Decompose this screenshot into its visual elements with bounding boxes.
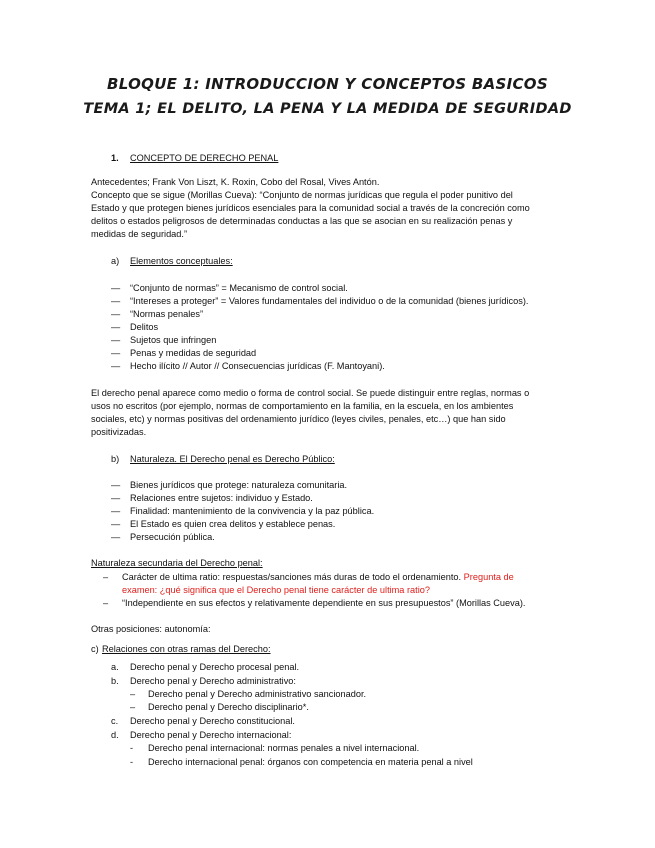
section-heading: CONCEPTO DE DERECHO PENAL bbox=[130, 153, 279, 163]
list-marker: – bbox=[130, 689, 136, 699]
bullet-dash: — bbox=[111, 283, 121, 293]
list-item: Penas y medidas de seguridad bbox=[130, 348, 257, 358]
otras-posiciones: Otras posiciones: autonomía: bbox=[91, 624, 211, 634]
bullet-dash: — bbox=[111, 519, 121, 529]
list-marker: - bbox=[130, 743, 134, 753]
section-number: 1. bbox=[111, 153, 119, 163]
list-item: Derecho penal y Derecho constitucional. bbox=[130, 716, 295, 726]
concepto-line: medidas de seguridad.” bbox=[91, 229, 188, 239]
bullet-dash: — bbox=[111, 348, 121, 358]
list-item: Relaciones entre sujetos: individuo y Estado. bbox=[130, 493, 313, 503]
subsection-heading: Relaciones con otras ramas del Derecho: bbox=[102, 644, 271, 654]
list-item: Derecho penal y Derecho internacional: bbox=[130, 730, 292, 740]
concepto-line: delitos o estados peligrosos de determinadas conductas a las que se asocian en su realización penas y bbox=[91, 216, 513, 226]
list-item: Persecución pública. bbox=[130, 532, 215, 542]
list-item: El Estado es quien crea delitos y establece penas. bbox=[130, 519, 336, 529]
list-item: Derecho penal internacional: normas penales a nivel internacional. bbox=[148, 743, 420, 753]
block-title: BLOQUE 1: INTRODUCCION Y CONCEPTOS BASICOS bbox=[107, 75, 548, 93]
list-marker: – bbox=[130, 702, 136, 712]
bullet-dash: — bbox=[111, 361, 121, 371]
paragraph-line: El derecho penal aparece como medio o forma de control social. Se puede distinguir entre reglas, normas o bbox=[91, 388, 530, 398]
secundaria-heading: Naturaleza secundaria del Derecho penal: bbox=[91, 558, 263, 568]
subsection-letter: a) bbox=[111, 256, 120, 266]
list-item: “Independiente en sus efectos y relativamente dependiente en sus presupuestos” (Morillas Cueva). bbox=[122, 598, 526, 608]
paragraph-line: usos no escritos (por ejemplo, normas de comportamiento en la familia, en la escuela, en los ambientes bbox=[91, 401, 514, 411]
list-item: Finalidad: mantenimiento de la convivencia y la paz pública. bbox=[130, 506, 375, 516]
list-marker: a. bbox=[111, 662, 119, 672]
list-marker: - bbox=[130, 757, 134, 767]
bullet-dash: — bbox=[111, 296, 121, 306]
list-item: Bienes jurídicos que protege: naturaleza comunitaria. bbox=[130, 480, 348, 490]
list-item: Derecho penal y Derecho administrativo sancionador. bbox=[148, 689, 367, 699]
subsection-letter: b) bbox=[111, 454, 120, 464]
bullet-dash: – bbox=[103, 572, 109, 582]
antecedentes-text: Antecedentes; Frank Von Liszt, K. Roxin, Cobo del Rosal, Vives Antón. bbox=[91, 177, 380, 187]
bullet-dash: — bbox=[111, 493, 121, 503]
bullet-dash: — bbox=[111, 335, 121, 345]
subsection-heading: Naturaleza. El Derecho penal es Derecho Público: bbox=[130, 454, 335, 464]
subsection-letter: c) bbox=[91, 644, 99, 654]
list-marker: d. bbox=[111, 730, 119, 740]
bullet-dash: — bbox=[111, 506, 121, 516]
concepto-line: Concepto que se sigue (Morillas Cueva): “Conjunto de normas jurídicas que regula el poder punitivo del bbox=[91, 190, 513, 200]
list-item: Sujetos que infringen bbox=[130, 335, 217, 345]
list-item: Derecho penal y Derecho administrativo: bbox=[130, 676, 296, 686]
topic-title: TEMA 1; EL DELITO, LA PENA Y LA MEDIDA DE SEGURIDAD bbox=[83, 101, 572, 117]
list-item: “Intereses a proteger” = Valores fundamentales del individuo o de la comunidad (bienes jurídicos). bbox=[130, 296, 529, 306]
ultima-ratio-text: Carácter de ultima ratio: respuestas/sanciones más duras de todo el ordenamiento. bbox=[122, 572, 462, 582]
bullet-dash: — bbox=[111, 480, 121, 490]
bullet-dash: — bbox=[111, 322, 121, 332]
concepto-line: Estado y que protegen bienes jurídicos esenciales para la comunidad social a través de la concreción como bbox=[91, 203, 530, 213]
list-item: Derecho internacional penal: órganos con competencia en materia penal a nivel bbox=[148, 757, 473, 767]
list-item: Derecho penal y Derecho disciplinario*. bbox=[148, 702, 309, 712]
list-item: Delitos bbox=[130, 322, 159, 332]
bullet-dash: — bbox=[111, 532, 121, 542]
bullet-dash: — bbox=[111, 309, 121, 319]
subsection-heading: Elementos conceptuales: bbox=[130, 256, 233, 266]
exam-note: examen: ¿qué significa que el Derecho penal tiene carácter de ultima ratio? bbox=[122, 585, 430, 595]
list-item bbox=[122, 571, 514, 584]
list-item: “Conjunto de normas” = Mecanismo de control social. bbox=[130, 283, 348, 293]
list-item: Hecho ilícito // Autor // Consecuencias jurídicas (F. Mantoyani). bbox=[130, 361, 385, 371]
bullet-dash: – bbox=[103, 598, 109, 608]
list-marker: b. bbox=[111, 676, 119, 686]
exam-note: Pregunta de bbox=[463, 572, 514, 582]
list-item: “Normas penales” bbox=[130, 309, 204, 319]
list-marker: c. bbox=[111, 716, 119, 726]
list-item: Derecho penal y Derecho procesal penal. bbox=[130, 662, 300, 672]
paragraph-line: sociales, etc) y normas positivas del ordenamiento jurídico (leyes civiles, penales, etc…) que han sido bbox=[91, 414, 506, 424]
paragraph-line: positivizadas. bbox=[91, 427, 147, 437]
